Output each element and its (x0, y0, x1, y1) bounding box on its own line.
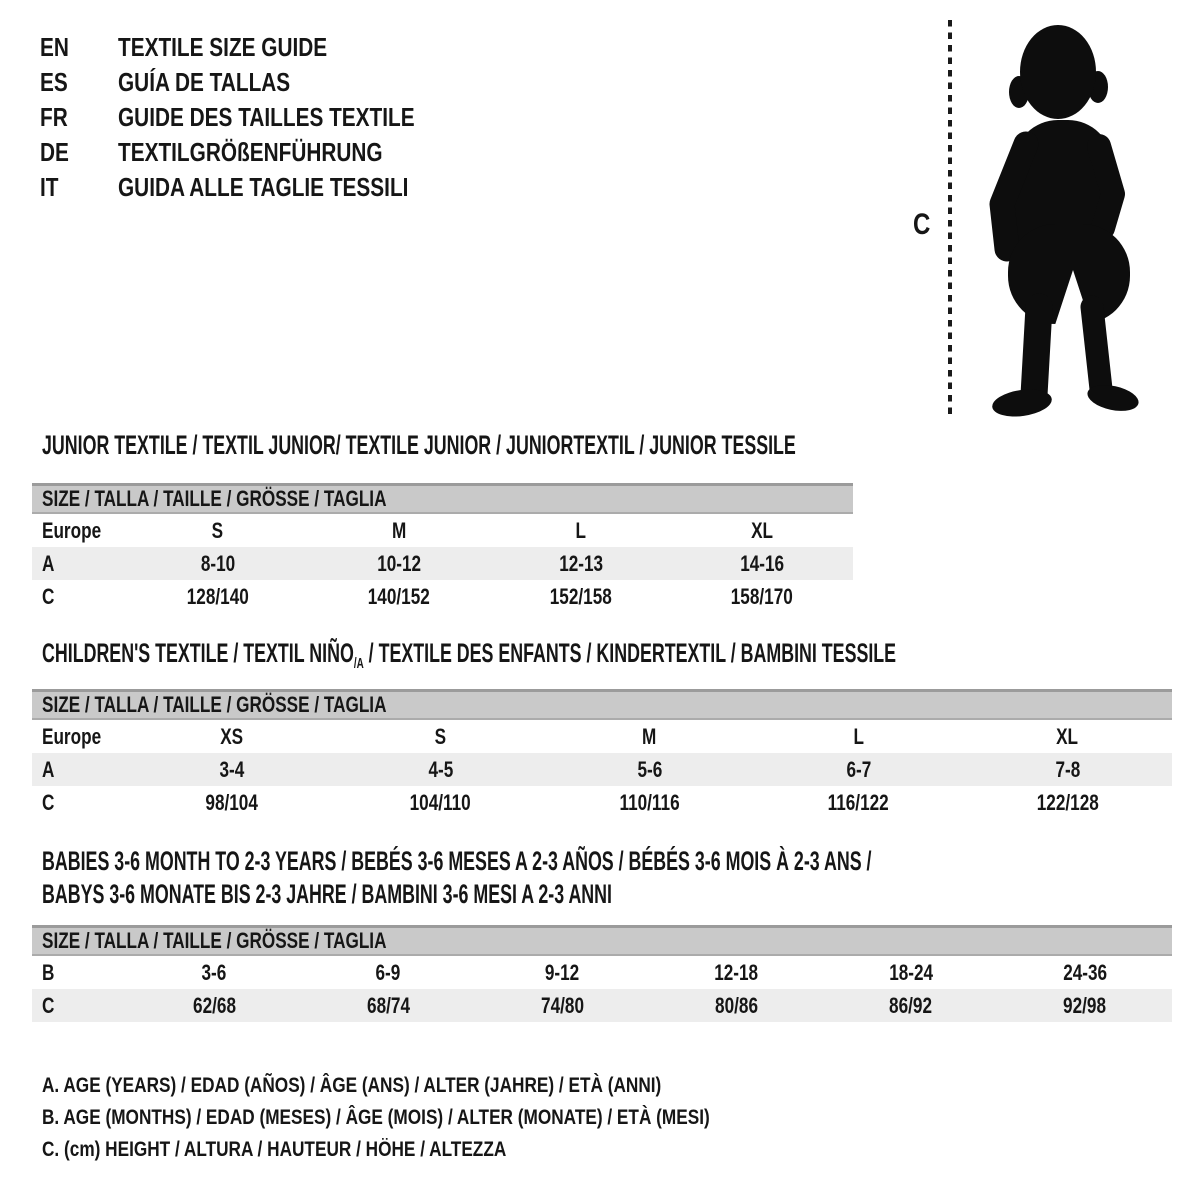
language-code: ES (40, 67, 68, 97)
height-value: 158/170 (731, 583, 794, 609)
height-value: 104/110 (409, 789, 472, 815)
size-value: L (575, 517, 586, 543)
legend (42, 1070, 856, 1166)
language-code: DE (40, 137, 69, 167)
junior-section-title: JUNIOR TEXTILE / TEXTIL JUNIOR/ TEXTILE JUNIOR / JUNIORTEXTIL / JUNIOR TESSILE (42, 430, 796, 460)
row-label: C (42, 992, 55, 1018)
height-measure-label: C (913, 208, 931, 241)
size-value: M (392, 517, 407, 543)
height-value: 92/98 (1063, 992, 1107, 1018)
age-value: 10-12 (377, 550, 422, 576)
language-row-fr (40, 100, 489, 135)
junior-row-height (32, 580, 853, 613)
age-value: 7-8 (1055, 756, 1080, 782)
legend-line-c: C. (cm) HEIGHT / ALTURA / HAUTEUR / HÖHE / ALTEZZA (42, 1138, 507, 1161)
size-value: XL (1056, 723, 1079, 749)
row-label: A (42, 550, 55, 576)
age-value: 12-13 (558, 550, 603, 576)
legend-line-a: A. AGE (YEARS) / EDAD (AÑOS) / ÂGE (ANS) / ALTER (JAHRE) / ETÀ (ANNI) (42, 1074, 662, 1097)
language-label: TEXTILE SIZE GUIDE (118, 32, 328, 62)
height-value: 86/92 (889, 992, 933, 1018)
row-label: A (42, 756, 55, 782)
junior-table-grid (32, 514, 853, 613)
height-value: 128/140 (186, 583, 249, 609)
children-row-age (32, 753, 1172, 786)
babies-row-height (32, 989, 1172, 1022)
age-value: 14-16 (740, 550, 785, 576)
height-value: 140/152 (368, 583, 431, 609)
months-value: 18-24 (888, 959, 933, 985)
age-value: 6-7 (846, 756, 871, 782)
language-row-en (40, 30, 489, 65)
babies-row-months (32, 956, 1172, 989)
language-title-list (40, 30, 489, 205)
language-code: EN (40, 32, 69, 62)
babies-size-header-bar: SIZE / TALLA / TAILLE / GRÖSSE / TAGLIA (32, 925, 1172, 956)
size-value: M (642, 723, 657, 749)
row-label: C (42, 789, 55, 815)
babies-section-title-line1: BABIES 3-6 MONTH TO 2-3 YEARS / BEBÉS 3-6 MESES A 2-3 AÑOS / BÉBÉS 3-6 MOIS À 2-3 ANS / (42, 846, 872, 876)
children-title-subscript: /A (353, 655, 364, 672)
children-size-table (32, 689, 1172, 819)
months-value: 12-18 (714, 959, 759, 985)
months-value: 9-12 (545, 959, 580, 985)
age-value: 5-6 (637, 756, 662, 782)
children-row-height (32, 786, 1172, 819)
children-row-europe (32, 720, 1172, 753)
language-label: GUIDE DES TAILLES TEXTILE (118, 102, 415, 132)
children-title-suffix: / TEXTILE DES ENFANTS / KINDERTEXTIL / BAMBINI TESSILE (363, 638, 897, 668)
height-value: 98/104 (205, 789, 258, 815)
language-code: IT (40, 172, 59, 202)
language-code: FR (40, 102, 68, 132)
children-section-title (42, 639, 1200, 678)
language-row-de (40, 135, 489, 170)
height-value: 110/116 (619, 789, 680, 815)
babies-section-title-line2: BABYS 3-6 MONATE BIS 2-3 JAHRE / BAMBINI 3-6 MESI A 2-3 ANNI (42, 879, 613, 909)
legend-line-b: B. AGE (MONTHS) / EDAD (MESES) / ÂGE (MOIS) / ALTER (MONATE) / ETÀ (MESI) (42, 1106, 710, 1129)
children-title-prefix: CHILDREN'S TEXTILE / TEXTIL NIÑO (42, 638, 354, 668)
junior-size-header-bar: SIZE / TALLA / TAILLE / GRÖSSE / TAGLIA (32, 483, 853, 514)
size-value: XS (220, 723, 243, 749)
toddler-silhouette (990, 25, 1140, 420)
junior-size-table (32, 483, 853, 613)
row-label: C (42, 583, 55, 609)
height-value: 122/128 (1036, 789, 1099, 815)
children-size-header-bar: SIZE / TALLA / TAILLE / GRÖSSE / TAGLIA (32, 689, 1172, 720)
row-label: B (42, 959, 55, 985)
language-label: GUIDA ALLE TAGLIE TESSILI (118, 172, 409, 202)
size-value: S (212, 517, 224, 543)
toddler-silhouette-figure (938, 12, 1140, 422)
months-value: 3-6 (201, 959, 227, 985)
language-row-it (40, 170, 489, 205)
height-value: 80/86 (715, 992, 759, 1018)
height-value: 74/80 (540, 992, 584, 1018)
row-label: Europe (42, 517, 102, 543)
size-value: L (853, 723, 864, 749)
size-value: S (434, 723, 447, 749)
height-value: 152/158 (549, 583, 612, 609)
size-value: XL (751, 517, 774, 543)
junior-row-age (32, 547, 853, 580)
language-label: GUÍA DE TALLAS (118, 67, 291, 97)
age-value: 8-10 (200, 550, 235, 576)
babies-table-grid (32, 956, 1172, 1022)
junior-row-europe (32, 514, 853, 547)
height-value: 62/68 (192, 992, 236, 1018)
age-value: 3-4 (219, 756, 244, 782)
children-table-grid (32, 720, 1172, 819)
language-row-es (40, 65, 489, 100)
height-value: 68/74 (366, 992, 410, 1018)
height-value: 116/122 (827, 789, 890, 815)
age-value: 4-5 (428, 756, 453, 782)
row-label: Europe (42, 723, 102, 749)
months-value: 6-9 (375, 959, 401, 985)
babies-size-table (32, 925, 1172, 1022)
months-value: 24-36 (1062, 959, 1107, 985)
language-label: TEXTILGRÖßENFÜHRUNG (118, 137, 383, 167)
